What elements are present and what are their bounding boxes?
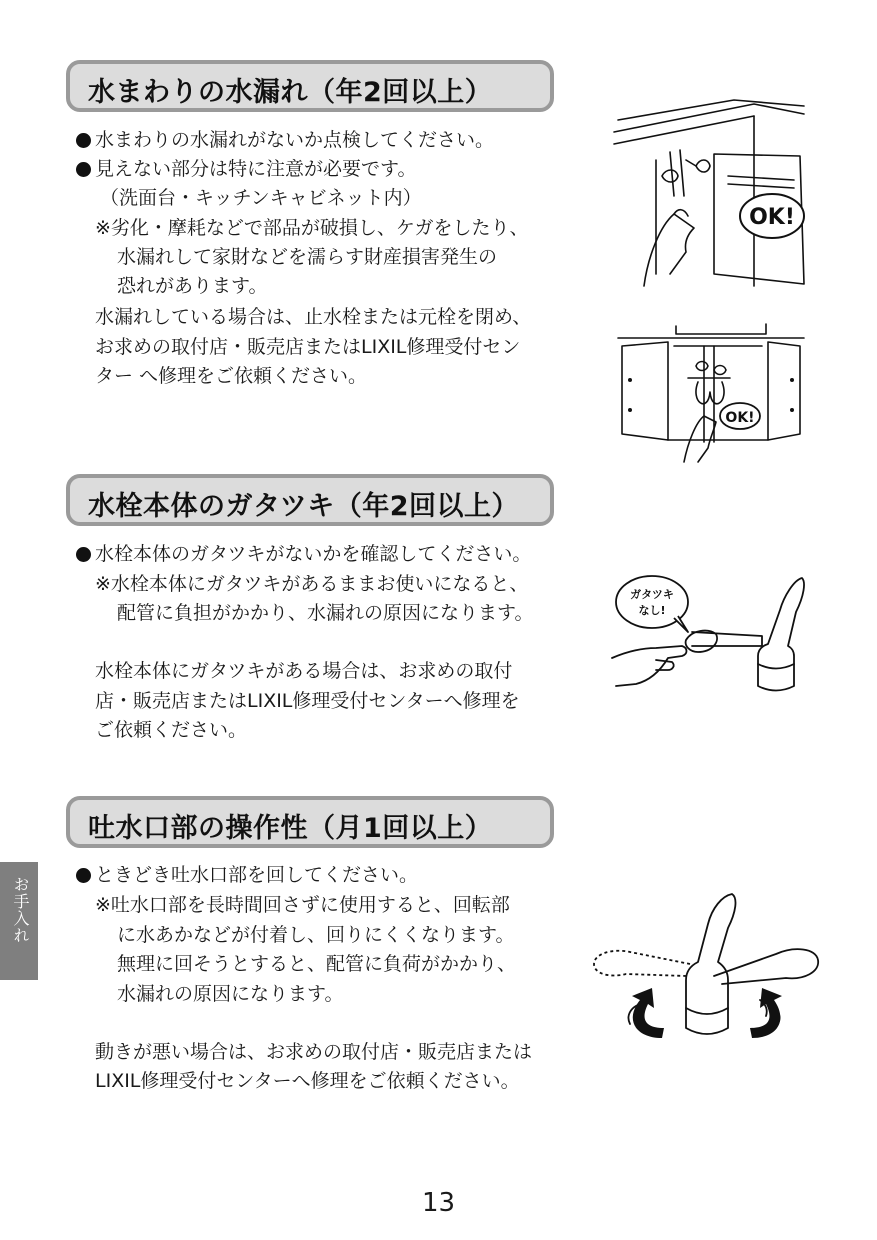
bullet-icon [76, 133, 91, 148]
section-heading-label: 水栓本体のガタツキ（年2回以上） [88, 491, 519, 522]
cabinet-check-illustration [604, 96, 814, 286]
repair-instruction: 水栓本体にガタツキがある場合は、お求めの取付 [95, 660, 513, 682]
warning-line: に水あかなどが付着し、回りにくくなります。 [117, 924, 515, 946]
warning-line: 水漏れの原因になります。 [117, 983, 344, 1005]
warning-line: 恐れがあります。 [117, 275, 268, 297]
repair-instruction: LIXIL修理受付センターへ修理をご依頼ください。 [95, 1070, 520, 1092]
chapter-side-tab-label: お手入れ [11, 876, 30, 944]
cabinet-note: （洗面台・キッチンキャビネット内） [100, 187, 422, 209]
section-heading-spout-operation [66, 796, 554, 848]
chapter-side-tab [0, 862, 38, 980]
section-heading-label: 水まわりの水漏れ（年2回以上） [88, 77, 493, 108]
bullet-icon [76, 162, 91, 177]
rotate-left-arrow-icon [632, 988, 664, 1038]
repair-instruction: ご依頼ください。 [95, 719, 248, 741]
warning-line: ※劣化・摩耗などで部品が破損し、ケガをしたり、 [95, 217, 529, 239]
faucet-looseness-illustration [612, 574, 812, 704]
repair-instruction: 動きが悪い場合は、お求めの取付店・販売店または [95, 1041, 533, 1063]
bullet-icon [76, 868, 91, 883]
hidden-parts-note: 見えない部分は特に注意が必要です。 [95, 158, 417, 180]
repair-instruction: ター へ修理をご依頼ください。 [95, 365, 368, 387]
spout-rotation-illustration [590, 892, 822, 1052]
ok-callout-label: OK! [749, 205, 795, 230]
ok-callout-label: OK! [725, 410, 755, 426]
no-looseness-callout-label: なし! [638, 604, 666, 617]
no-looseness-callout-label: ガタツキ [630, 588, 674, 601]
repair-instruction: お求めの取付店・販売店またはLIXIL修理受付セン [95, 336, 521, 358]
section-heading-faucet-looseness [66, 474, 554, 526]
section-heading-label: 吐水口部の操作性（月1回以上） [88, 813, 493, 844]
warning-line: 配管に負担がかかり、水漏れの原因になります。 [117, 602, 534, 624]
repair-instruction: 店・販売店またはLIXIL修理受付センターへ修理を [95, 690, 520, 712]
bullet-icon [76, 547, 91, 562]
page-number: 13 [421, 1188, 456, 1218]
repair-instruction: 水漏れしている場合は、止水栓または元栓を閉め、 [95, 306, 532, 328]
warning-line: ※吐水口部を長時間回さずに使用すると、回転部 [95, 894, 510, 916]
warning-line: ※水栓本体にガタツキがあるままお使いになると、 [95, 573, 529, 595]
warning-line: 無理に回そうとすると、配管に負荷がかかり、 [117, 953, 517, 975]
section-heading-water-leak [66, 60, 554, 112]
looseness-check-instruction: 水栓本体のガタツキがないかを確認してください。 [95, 543, 532, 565]
open-cabinet-illustration [618, 322, 808, 462]
warning-line: 水漏れして家財などを濡らす財産損害発生の [117, 246, 498, 268]
check-instruction: 水まわりの水漏れがないか点検してください。 [95, 129, 495, 151]
rotate-spout-instruction: ときどき吐水口部を回してください。 [95, 864, 419, 886]
